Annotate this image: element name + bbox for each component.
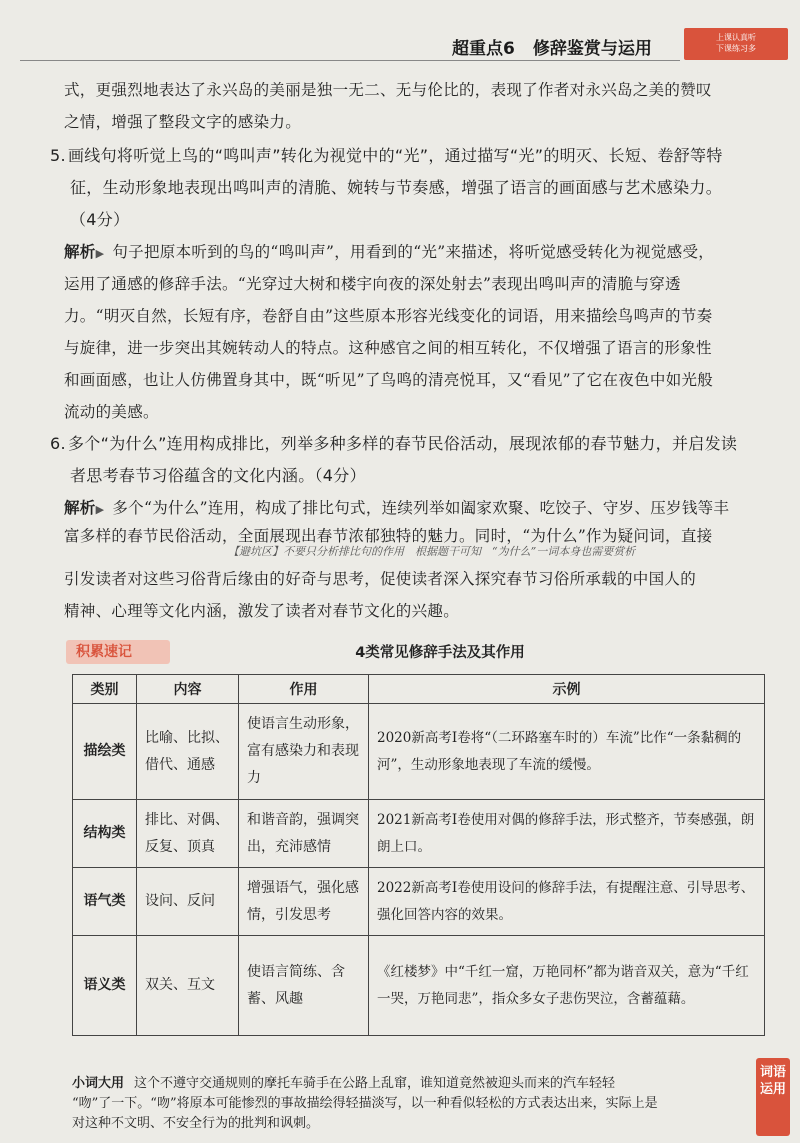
- q6-analysis-line: 精神、心理等文化内涵，激发了读者对春节文化的兴趣。: [64, 602, 460, 620]
- table-row: [73, 800, 765, 868]
- row-example: 2021新高考Ⅰ卷使用对偶的修辞手法，形式整齐，节奏感强，朗朗上口。: [369, 800, 765, 868]
- table-title: 4类常见修辞手法及其作用: [355, 645, 525, 661]
- badge-line-1: 上课认真听: [716, 33, 756, 42]
- row-content: 设问、反问: [137, 868, 239, 936]
- q5-analysis-line: 和画面感，也让人仿佛置身其中，既“听见”了鸟鸣的清亮悦耳，又“看见”了它在夜色中如光般: [64, 371, 714, 389]
- bottom-line: “吻”了一下。“吻”将原本可能惨烈的事故描绘得轻描淡写，以一种看似轻松的方式表达出来，实际上是: [72, 1096, 658, 1111]
- row-category: 语义类: [73, 936, 137, 1036]
- analysis-arrow-icon: ▶: [95, 247, 105, 260]
- header-example: 示例: [369, 675, 765, 704]
- table-header-row: [73, 675, 765, 704]
- header-divider: [20, 60, 680, 61]
- row-effect: 增强语气，强化感情，引发思考: [239, 868, 369, 936]
- row-example: 2022新高考Ⅰ卷使用设问的修辞手法，有提醒注意、引导思考、强化回答内容的效果。: [369, 868, 765, 936]
- q5-analysis-line: 力。“明灭自然，长短有序，卷舒自由”这些原本形容光线变化的词语，用来描绘鸟鸣声的节奏: [64, 307, 713, 325]
- row-category: 语气类: [73, 868, 137, 936]
- row-effect: 和谐音韵，强调突出，充沛感情: [239, 800, 369, 868]
- q6-number: 6.: [50, 434, 66, 453]
- rhetoric-table: [72, 674, 765, 1036]
- analysis-label: 解析: [64, 243, 96, 261]
- q5-text: 画线句将听觉上鸟的“鸣叫声”转化为视觉中的“光”，通过描写“光”的明灭、长短、卷舒等特: [68, 146, 723, 165]
- bottom-line: 对这种不文明、不安全行为的批判和讽刺。: [72, 1116, 320, 1131]
- analysis-text: 多个“为什么”连用，构成了排比句式，连续列举如阖家欢聚、吃饺子、守岁、压岁钱等丰: [112, 499, 730, 517]
- analysis-text: 句子把原本听到的鸟的“鸣叫声”，用看到的“光”来描述，将听觉感受转化为视觉感受，: [112, 243, 715, 261]
- q5-score: （4分）: [70, 210, 130, 229]
- header-category: 类别: [73, 675, 137, 704]
- intro-line: 式，更强烈地表达了永兴岛的美丽是独一无二、无与伦比的，表现了作者对永兴岛之美的赞叹: [64, 81, 712, 99]
- table-row: [73, 868, 765, 936]
- page-header: [0, 0, 800, 66]
- q5-number: 5.: [50, 146, 66, 165]
- bottom-label: 小词大用: [72, 1076, 125, 1091]
- row-effect: 使语言生动形象，富有感染力和表现力: [239, 704, 369, 800]
- row-content: 双关、互文: [137, 936, 239, 1036]
- row-effect: 使语言简练、含蓄、风趣: [239, 936, 369, 1036]
- q6-text: 多个“为什么”连用构成排比，列举多种多样的春节民俗活动，展现浓郁的春节魅力，并启发读: [68, 434, 738, 453]
- header-badge: [684, 28, 788, 60]
- side-tab: 词语运用: [756, 1058, 790, 1136]
- bottom-line: [72, 1074, 752, 1094]
- analysis-label: 解析: [64, 499, 96, 517]
- q5-analysis-line: 与旋律，进一步突出其婉转动人的特点。这种感官之间的相互转化，不仅增强了语言的形象性: [64, 339, 712, 357]
- row-category: 结构类: [73, 800, 137, 868]
- table-row: [73, 936, 765, 1036]
- row-example: 《红楼梦》中“千红一窟，万艳同杯”都为谐音双关，意为“千红一哭，万艳同悲”，指众多女子悲伤哭泣，含蓄蕴藉。: [369, 936, 765, 1036]
- bottom-text: 这个不遵守交通规则的摩托车骑手在公路上乱窜，谁知道竟然被迎头而来的汽车轻轻: [134, 1076, 616, 1091]
- q6-answer-line: [50, 428, 790, 460]
- section-number: 超重点6: [452, 39, 515, 59]
- header-content: 内容: [137, 675, 239, 704]
- q6-analysis-line: 引发读者对这些习俗背后缘由的好奇与思考，促使读者深入探究春节习俗所承载的中国人的: [64, 570, 697, 588]
- row-content: 排比、对偶、反复、顶真: [137, 800, 239, 868]
- table-row: [73, 704, 765, 800]
- q5-answer-line: [50, 140, 790, 172]
- q5-answer-line: 征，生动形象地表现出鸣叫声的清脆、婉转与节奏感，增强了语言的画面感与艺术感染力。: [70, 178, 723, 197]
- row-example: 2020新高考Ⅰ卷将“（二环路塞车时的）车流”比作“一条黏稠的河”，生动形象地表现了车流的缓慢。: [369, 704, 765, 800]
- q5-analysis-line: [64, 236, 784, 270]
- q5-analysis-line: 运用了通感的修辞手法。“光穿过大树和楼宇向夜的深处射去”表现出鸣叫声的清脆与穿透: [64, 275, 681, 293]
- bottom-note: [72, 1072, 752, 1143]
- analysis-arrow-icon: ▶: [95, 503, 105, 516]
- header-effect: 作用: [239, 675, 369, 704]
- q6-answer-line: 者思考春节习俗蕴含的文化内涵。（4分）: [70, 466, 366, 485]
- intro-line: 之情，增强了整段文字的感染力。: [64, 113, 302, 131]
- row-category: 描绘类: [73, 704, 137, 800]
- tip-label: 积累速记: [66, 640, 170, 664]
- q5-analysis-line: 流动的美感。: [64, 403, 159, 421]
- section-name: 修辞鉴赏与运用: [532, 39, 652, 59]
- row-content: 比喻、比拟、借代、通感: [137, 704, 239, 800]
- badge-line-2: 下课练习多: [716, 44, 756, 53]
- handwritten-note: 【避坑区】不要只分析排比句的作用 根据题干可知 “为什么”一词本身也需要赏析: [228, 545, 636, 558]
- q6-analysis-line: 富多样的春节民俗活动，全面展现出春节浓郁独特的魅力。同时，“为什么”作为疑问词，直接: [64, 527, 713, 545]
